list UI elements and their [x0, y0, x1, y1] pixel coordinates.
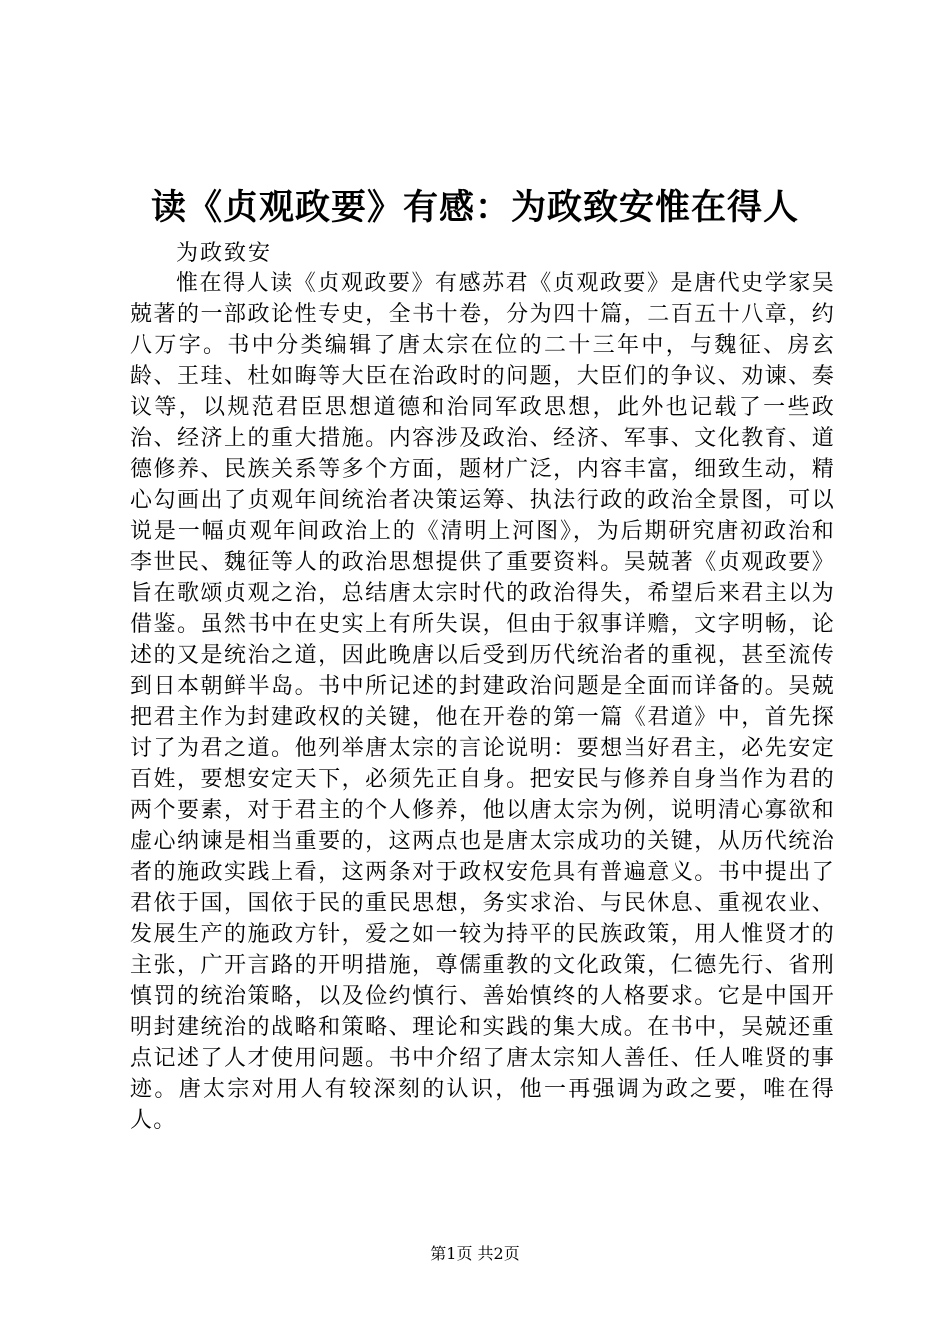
document-subtitle: 为政致安	[176, 241, 273, 266]
document-title: 读《贞观政要》有感：为政致安惟在得人	[150, 187, 799, 228]
document-body-paragraph: 惟在得人读《贞观政要》有感苏君《贞观政要》是唐代史学家吴兢著的一部政论性专史，全书十卷，分为四十篇，二百五十八章，约八万字。书中分类编辑了唐太宗在位的二十三年中，与魏征、房玄龄、王珪、杜如晦等大臣在治政时的问题，大臣们的争议、劝谏、奏议等，以规范君臣思想道德和治同军政思想，此外也记载了一些政治、经济上的重大措施。内容涉及政治、经济、军事、文化教育、道德修养、民族关系等多个方面，题材广泛，内容丰富，细致生动，精心勾画出了贞观年间统治者决策运筹、执法行政的政治全景图，可以说是一幅贞观年间政治上的《清明上河图》，为后期研究唐初政治和李世民、魏征等人的政治思想提供了重要资料。吴兢著《贞观政要》旨在歌颂贞观之治，总结唐太宗时代的政治得失，希望后来君主以为借鉴。虽然书中在史实上有所失误，但由于叙事详赡，文字明畅，论述的又是统治之道，因此晚唐以后受到历代统治者的重视，甚至流传到日本朝鲜半岛。书中所记述的封建政治问题是全面而详备的。吴兢把君主作为封建政权的关键，他在开卷的第一篇《君道》中，首先探讨了为君之道。他列举唐太宗的言论说明：要想当好君主，必先安定百姓，要想安定天下，必须先正自身。把安民与修养自身当作为君的两个要素，对于君主的个人修养，他以唐太宗为例，说明清心寡欲和虚心纳谏是相当重要的，这两点也是唐太宗成功的关键，从历代统治者的施政实践上看，这两条对于政权安危具有普遍意义。书中提出了君依于国，国依于民的重民思想，务实求治、与民休息、重视农业、发展生产的施政方针，爱之如一较为持平的民族政策，用人惟贤才的主张，广开言路的开明措施，尊儒重教的文化政策，仁德先行、省刑慎罚的统治策略，以及俭约慎行、善始慎终的人格要求。它是中国开明封建统治的战略和策略、理论和实践的集大成。在书中，吴兢还重点记述了人才使用问题。书中介绍了唐太宗知人善任、任人唯贤的事迹。唐太宗对用人有较深刻的认识，他一再强调为政之要，唯在得人。	[130, 271, 835, 1133]
page-number-footer: 第1页 共2页	[430, 1244, 520, 1263]
